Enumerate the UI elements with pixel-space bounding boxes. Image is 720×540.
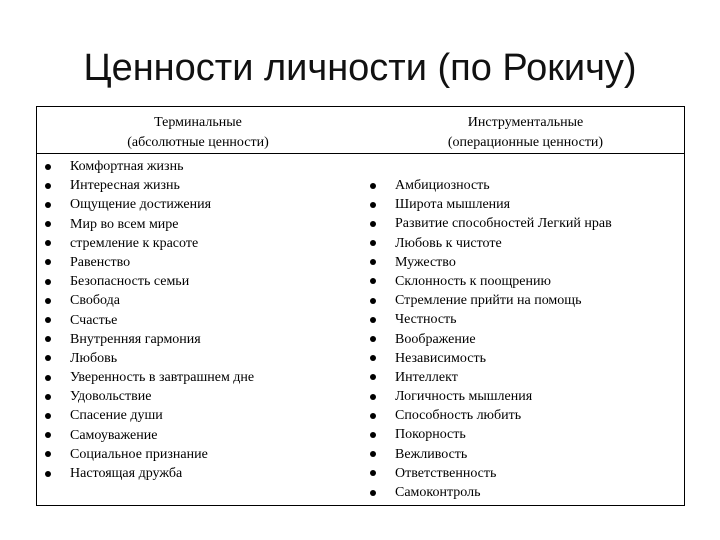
bullet-icon [370,221,376,227]
list-item [395,291,612,310]
bullet-icon [370,470,376,476]
bullet-icon [45,413,51,419]
list-item-text: Интеллект [395,369,458,385]
list-item [70,272,254,291]
list-item [70,195,254,214]
header-divider [37,153,684,154]
list-item-text: Независимость [395,350,486,366]
list-item-text: Спасение души [70,408,163,424]
page-title: Ценности личности (по Рокичу) [83,47,637,89]
list-item-text: Удовольствие [70,389,152,405]
list-item-text: Ответственность [395,465,497,481]
list-item-text: Самоуважение [70,427,158,443]
bullet-icon [370,413,376,419]
list-item [395,368,612,387]
bullet-icon [45,451,51,457]
terminal-header-subtitle: (абсолютные ценности) [127,135,269,150]
instrumental-header [365,113,686,153]
list-item-text: Амбициозность [395,178,490,193]
list-item-text: Логичность мышления [395,389,533,405]
terminal-header [37,113,359,153]
values-table [36,106,685,506]
bullet-icon [45,183,51,189]
list-item-text: Внутренняя гармония [70,331,201,347]
bullet-icon [45,164,51,170]
terminal-header-title: Терминальные [154,115,242,130]
bullet-icon [370,451,376,457]
bullet-icon [370,336,376,342]
bullet-icon [370,202,376,208]
list-item [70,330,254,349]
list-item [70,426,254,445]
list-item [70,368,254,387]
bullet-icon [45,375,51,381]
list-item-text: Вежливость [395,446,468,462]
list-item-text: Мужество [395,254,456,270]
list-item [70,464,254,483]
list-item [395,406,612,425]
list-item-text: Стремление прийти на помощь [395,293,582,309]
terminal-values-list [70,157,254,483]
list-item [395,387,612,406]
list-item [395,349,612,368]
list-item [395,253,612,272]
list-item [395,464,612,483]
list-item [395,310,612,329]
bullet-icon [370,355,376,361]
list-item-text: Свобода [70,293,120,309]
list-item [395,445,612,464]
list-item-text: Воображение [395,331,476,347]
bullet-icon [370,374,376,380]
bullet-icon [45,240,51,246]
bullet-icon [45,298,51,304]
list-item-text: Развитие способностей Легкий нрав [395,216,612,232]
list-item [70,157,254,176]
list-item-text: Любовь [70,350,118,366]
list-item [395,483,612,502]
list-item-text: Социальное признание [70,446,208,462]
list-item [70,406,254,425]
bullet-icon [45,221,51,227]
list-item-text: Склонность к поощрению [395,273,551,289]
list-item [70,445,254,464]
list-item [395,425,612,444]
bullet-icon [45,471,51,477]
list-item [70,234,254,253]
bullet-icon [45,279,51,285]
list-item [70,387,254,406]
list-item [70,176,254,195]
list-item [70,253,254,272]
bullet-icon [45,317,51,323]
bullet-icon [45,355,51,361]
list-item [395,195,612,214]
instrumental-header-title: Инструментальные [467,115,584,130]
list-item [70,215,254,234]
list-item-text: Равенство [70,254,131,270]
bullet-icon [45,202,51,208]
list-item-text: Покорность [395,427,466,443]
list-item-text: Интересная жизнь [70,178,180,194]
instrumental-header-subtitle: (операционные ценности) [447,135,604,150]
bullet-icon [45,432,51,438]
list-item-text: Настоящая дружба [70,466,183,481]
bullet-icon [370,317,376,323]
bullet-icon [370,240,376,246]
list-item-text: Безопасность семьи [70,274,190,290]
list-item-text: Самоконтроль [395,485,481,500]
list-item [70,311,254,330]
list-item-text: Комфортная жизнь [70,159,184,174]
bullet-icon [370,259,376,265]
bullet-icon [370,394,376,400]
list-item [395,234,612,253]
list-item-text: Счастье [70,312,118,328]
bullet-icon [370,278,376,284]
bullet-icon [370,432,376,438]
list-item-text: стремление к красоте [70,235,199,251]
list-item-text: Мир во всем мире [70,216,179,232]
bullet-icon [45,394,51,400]
instrumental-values-list [395,176,612,502]
list-item [395,330,612,349]
bullet-icon [45,336,51,342]
list-item-text: Способность любить [395,408,522,424]
list-item [395,214,612,233]
bullet-icon [45,259,51,265]
list-item-text: Честность [395,312,457,328]
list-item-text: Уверенность в завтрашнем дне [70,370,255,386]
list-item-text: Ощущение достижения [70,197,212,213]
list-item-text: Широта мышления [395,197,511,213]
list-item-text: Любовь к чистоте [395,235,502,251]
bullet-icon [370,183,376,189]
bullet-icon [370,298,376,304]
list-item [70,349,254,368]
list-item [395,272,612,291]
list-item [70,291,254,310]
list-item [395,176,612,195]
bullet-icon [370,490,376,496]
